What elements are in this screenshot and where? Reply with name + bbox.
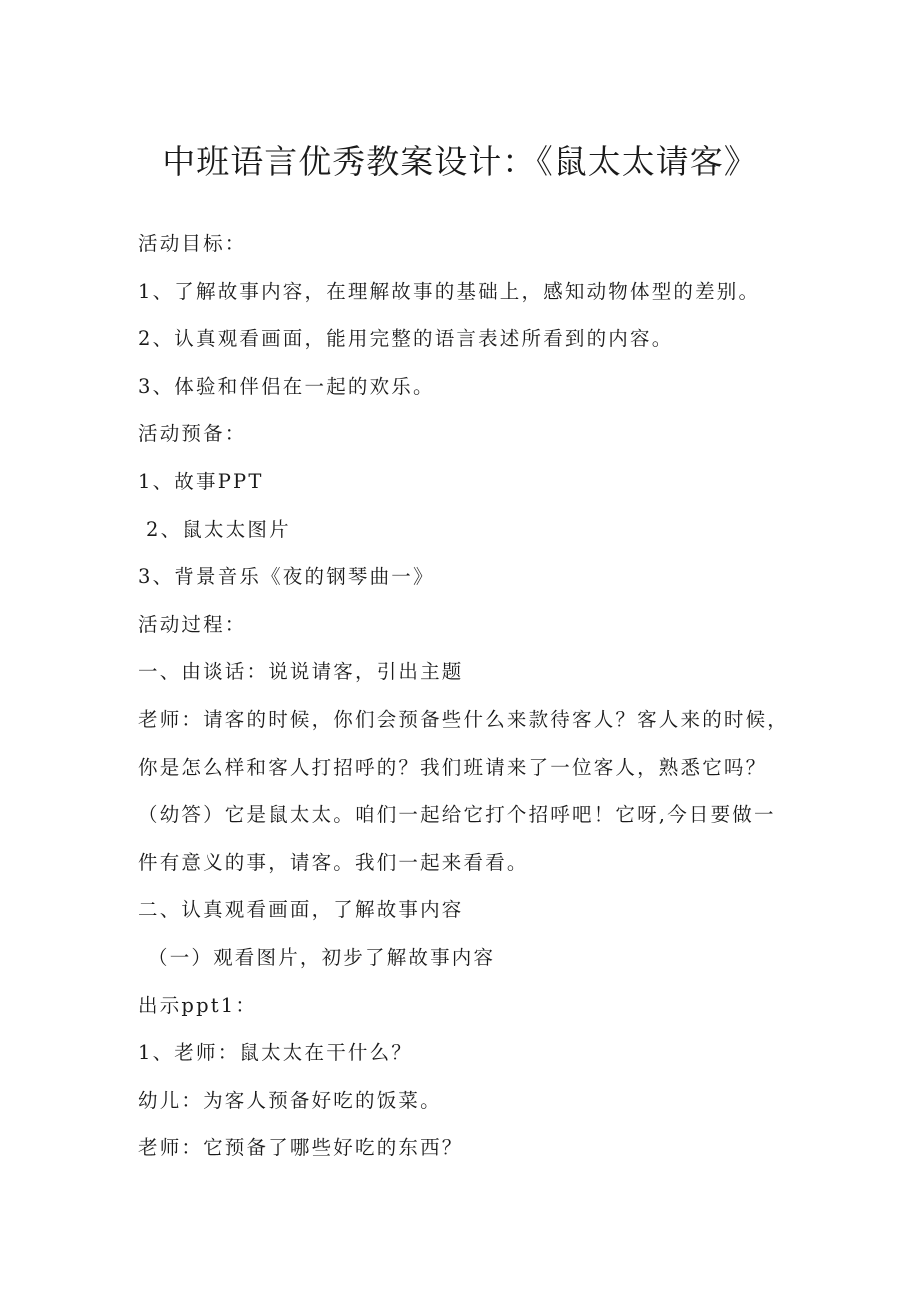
paragraph-line: 2、认真观看画面，能用完整的语言表述所看到的内容。: [138, 327, 674, 351]
document-title: 中班语言优秀教案设计：《鼠太太请客》: [162, 142, 758, 181]
paragraph-line: 老师：它预备了哪些好吃的东西？: [138, 1136, 464, 1160]
paragraph-line: 老师：请客的时候，你们会预备些什么来款待客人？客人来的时候，: [138, 707, 790, 731]
section-heading-process: 活动过程：: [138, 612, 247, 636]
paragraph-line: 出示ppt1：: [138, 993, 258, 1017]
paragraph-line: 幼儿：为客人预备好吃的饭菜。: [138, 1088, 442, 1112]
paragraph-line: 1、老师：鼠太太在干什么？: [138, 1041, 414, 1065]
paragraph-line: （一）观看图片，初步了解故事内容: [148, 945, 496, 969]
paragraph-line: 3、背景音乐《夜的钢琴曲一》: [138, 565, 435, 589]
paragraph-line: 1、故事PPT: [138, 469, 264, 493]
paragraph-line: 一、由谈话：说说请客，引出主题: [138, 660, 464, 684]
section-heading-goals: 活动目标：: [138, 232, 247, 255]
paragraph-line: 2、鼠太太图片: [146, 517, 291, 541]
paragraph-line: 二、认真观看画面，了解故事内容: [138, 898, 464, 922]
paragraph-line: （幼答）它是鼠太太。咱们一起给它打个招呼吧！它呀,今日要做一: [138, 803, 776, 827]
document-body: [138, 220, 798, 1172]
paragraph-line: 1、了解故事内容，在理解故事的基础上，感知动物体型的差别。: [138, 279, 761, 303]
paragraph-line: 你是怎么样和客人打招呼的？我们班请来了一位客人，熟悉它吗？: [138, 755, 768, 779]
paragraph-line: 3、体验和伴侣在一起的欢乐。: [138, 374, 435, 398]
section-heading-preparation: 活动预备：: [138, 422, 247, 446]
paragraph-line: 件有意义的事，请客。我们一起来看看。: [138, 850, 529, 874]
